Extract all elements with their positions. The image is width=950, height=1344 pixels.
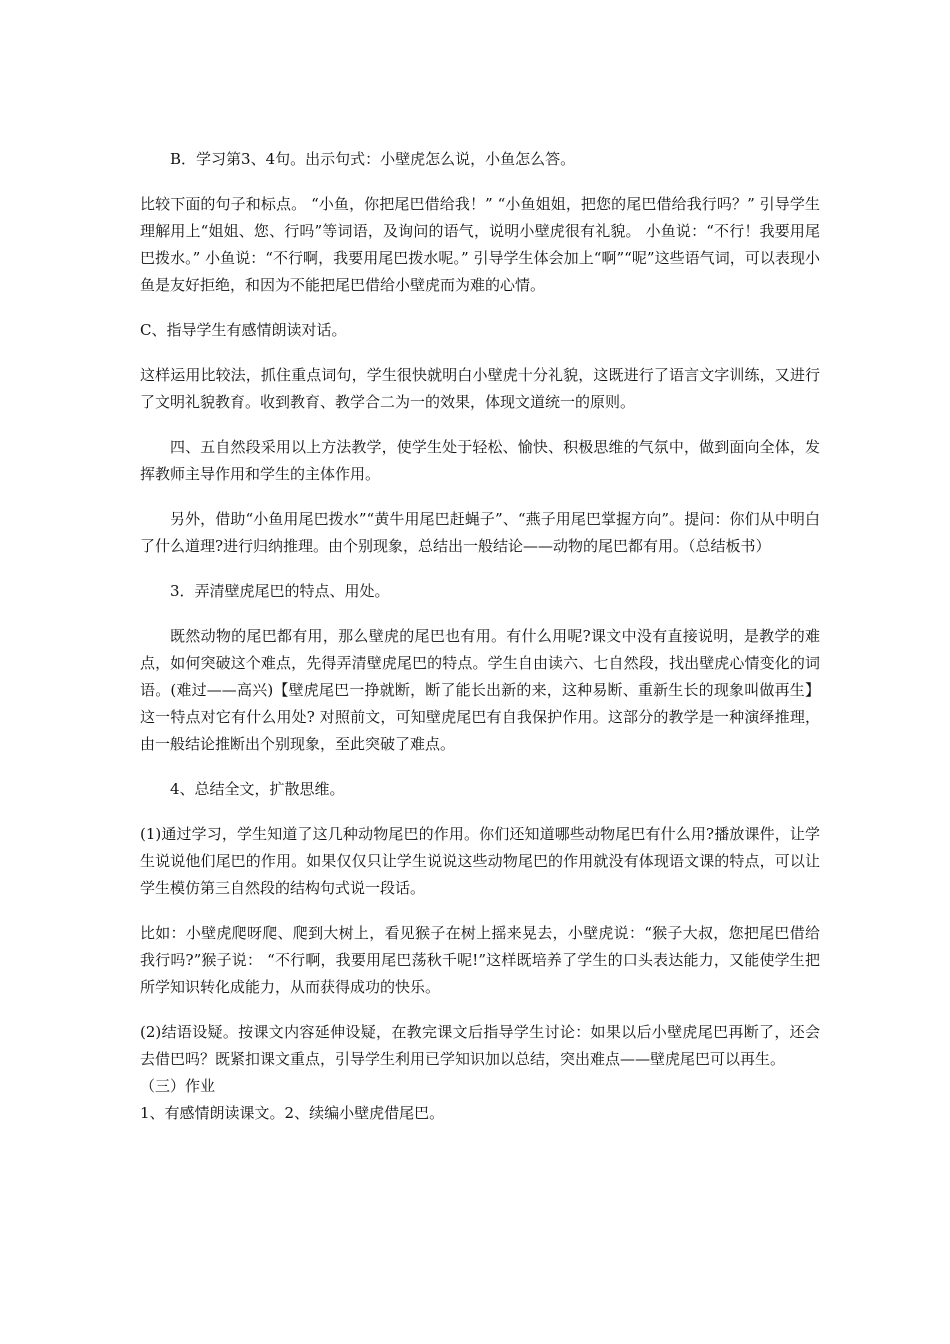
homework-items: 1、有感情朗读课文。2、续编小壁虎借尾巴。 (140, 1104, 445, 1122)
paragraph-summary-heading: 4、总结全文，扩散思维。 (170, 780, 345, 798)
paragraph-tail-features-heading: 3．弄清壁虎尾巴的特点、用处。 (170, 582, 390, 600)
paragraph-comparison-method: 这样运用比较法，抓住重点词句，学生很快就明白小壁虎十分礼貌，这既进行了语言文字训练，又进行了文明礼貌教育。收到教育、教学合二为一的效果，体现文道统一的原则。 (140, 366, 820, 411)
document-body (140, 146, 820, 1127)
paragraph-c-read-aloud: C、指导学生有感情朗读对话。 (140, 321, 347, 339)
paragraph-sections-four-five: 四、五自然段采用以上方法教学，使学生处于轻松、愉快、积极思维的气氛中，做到面向全体，发挥教师主导作用和学生的主体作用。 (140, 438, 820, 483)
paragraph-compare-sentences: 比较下面的句子和标点。 “小鱼，你把尾巴借给我！” “小鱼姐姐，把您的尾巴借给我行吗？” 引导学生理解用上“姐姐、您、行吗”等词语，及询问的语气，说明小壁虎很有礼貌。 小鱼说：“不行！我要用尾巴拨水。” 小鱼说：“不行啊，我要用尾巴拨水呢。” 引导学生体会加上“啊”“呢”这些语气词，可以表现小鱼是友好拒绝，和因为不能把尾巴借给小壁虎而为难的心情。 (140, 195, 820, 294)
paragraph-example: 比如：小壁虎爬呀爬、爬到大树上，看见猴子在树上摇来晃去，小壁虎说：“猴子大叔，您把尾巴借给我行吗?”猴子说： “不行啊，我要用尾巴荡秋千呢!”这样既培养了学生的口头表达能力，又能使学生把所学知识转化成能力，从而获得成功的快乐。 (140, 924, 820, 996)
paragraph-induction: 另外，借助“小鱼用尾巴拨水”“黄牛用尾巴赶蝇子”、“燕子用尾巴掌握方向”。提问：你们从中明白了什么道理?进行归纳推理。由个别现象，总结出一般结论——动物的尾巴都有用。（总结板书） (140, 510, 820, 555)
paragraph-summary-2: (2)结语设疑。按课文内容延伸设疑，在教完课文后指导学生讨论：如果以后小壁虎尾巴再断了，还会去借巴吗？既紧扣课文重点，引导学生利用已学知识加以总结，突出难点——壁虎尾巴可以再生。 (140, 1023, 820, 1068)
homework-heading: （三）作业 (140, 1077, 216, 1095)
paragraph-gecko-tail: 既然动物的尾巴都有用，那么壁虎的尾巴也有用。有什么用呢?课文中没有直接说明，是教学的难点，如何突破这个难点，先得弄清壁虎尾巴的特点。学生自由读六、七自然段，找出壁虎心情变化的词语。(难过——高兴)【壁虎尾巴一挣就断，断了能长出新的来，这种易断、重新生长的现象叫做再生】这一特点对它有什么用处? 对照前文，可知壁虎尾巴有自我保护作用。这部分的教学是一种演绎推理，由一般结论推断出个别现象，至此突破了难点。 (140, 627, 820, 753)
paragraph-b-dialogue: B．学习第3、4句。出示句式：小壁虎怎么说，小鱼怎么答。 (170, 150, 576, 168)
paragraph-summary-1: (1)通过学习，学生知道了这几种动物尾巴的作用。你们还知道哪些动物尾巴有什么用?播放课件，让学生说说他们尾巴的作用。如果仅仅只让学生说说这些动物尾巴的作用就没有体现语文课的特点，可以让学生模仿第三自然段的结构句式说一段话。 (140, 825, 820, 897)
